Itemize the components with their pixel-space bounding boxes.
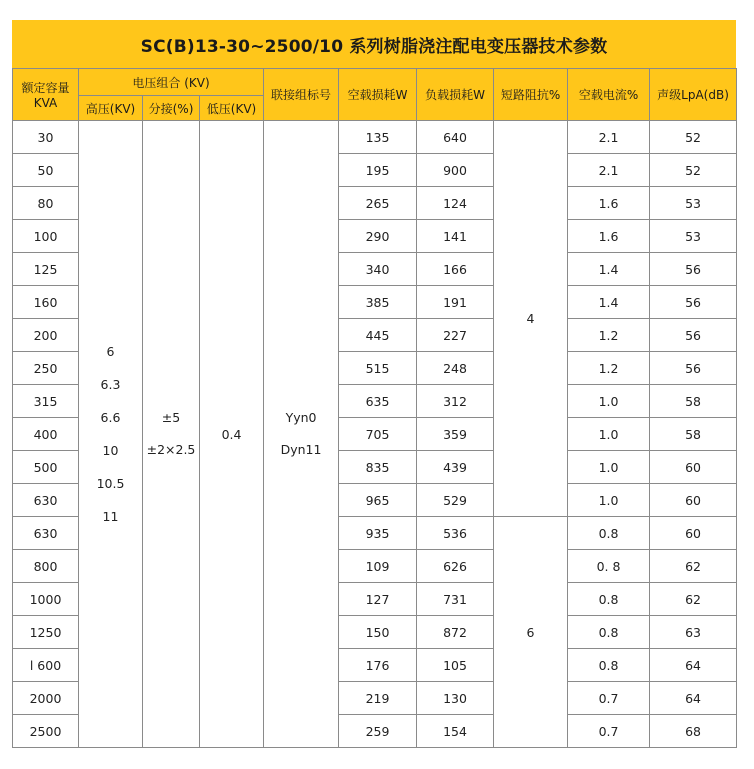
cell-no-load-loss: 150 [339,616,417,649]
cell-noise: 56 [650,352,737,385]
cell-load-loss: 248 [417,352,494,385]
cell-noise: 52 [650,154,737,187]
cell-noise: 60 [650,451,737,484]
cell-load-loss: 626 [417,550,494,583]
cell-load-loss: 536 [417,517,494,550]
cell-impedance-group1: 4 [494,121,568,517]
table-body [13,121,737,748]
header-no-load-loss: 空载损耗W [339,69,417,121]
hv-value: 6.3 [100,377,121,392]
header-capacity-l1: 额定容量 [21,81,70,95]
header-voltage-group: 电压组合 (KV) [79,69,264,96]
cell-noise: 56 [650,319,737,352]
header-load-loss: 负载损耗W [417,69,494,121]
cell-load-loss: 227 [417,319,494,352]
cell-load-loss: 191 [417,286,494,319]
cell-capacity: 30 [13,121,79,154]
cell-noise: 62 [650,583,737,616]
cell-no-load-loss: 265 [339,187,417,220]
cell-no-load-loss: 259 [339,715,417,748]
header-impedance: 短路阻抗% [494,69,568,121]
cell-capacity: 200 [13,319,79,352]
cell-load-loss: 731 [417,583,494,616]
cell-load-loss: 359 [417,418,494,451]
cell-no-load-loss: 109 [339,550,417,583]
vector-value: Yyn0 [285,410,317,425]
cell-no-load-loss: 290 [339,220,417,253]
cell-no-load-loss: 135 [339,121,417,154]
cell-capacity: 630 [13,517,79,550]
cell-load-loss: 105 [417,649,494,682]
cell-no-load-loss: 635 [339,385,417,418]
cell-load-loss: 640 [417,121,494,154]
cell-no-load-loss: 705 [339,418,417,451]
cell-impedance-group2: 6 [494,517,568,748]
cell-noise: 53 [650,187,737,220]
tap-value: ±2×2.5 [146,442,196,457]
cell-noise: 58 [650,418,737,451]
cell-capacity: 2000 [13,682,79,715]
hv-value: 10.5 [96,476,125,491]
cell-capacity: 800 [13,550,79,583]
cell-no-load-loss: 219 [339,682,417,715]
cell-capacity: 400 [13,418,79,451]
cell-no-load-current: 1.2 [568,319,650,352]
cell-noise: 63 [650,616,737,649]
cell-no-load-current: 1.0 [568,385,650,418]
cell-load-loss: 141 [417,220,494,253]
cell-no-load-loss: 935 [339,517,417,550]
cell-capacity: l 600 [13,649,79,682]
cell-lv-voltage: 0.4 [200,121,264,748]
cell-capacity: 2500 [13,715,79,748]
cell-noise: 56 [650,286,737,319]
cell-hv-voltages [79,121,143,748]
cell-no-load-current: 0.7 [568,715,650,748]
cell-no-load-current: 1.4 [568,253,650,286]
cell-no-load-current: 1.6 [568,187,650,220]
cell-no-load-loss: 385 [339,286,417,319]
cell-noise: 60 [650,517,737,550]
cell-noise: 64 [650,682,737,715]
hv-value: 6.6 [100,410,121,425]
cell-load-loss: 166 [417,253,494,286]
cell-vector-group [264,121,339,748]
cell-load-loss: 900 [417,154,494,187]
cell-capacity: 1250 [13,616,79,649]
cell-capacity: 630 [13,484,79,517]
cell-noise: 53 [650,220,737,253]
header-lv: 低压(KV) [200,96,264,121]
cell-no-load-loss: 835 [339,451,417,484]
cell-no-load-loss: 445 [339,319,417,352]
cell-capacity: 160 [13,286,79,319]
header-hv: 高压(KV) [79,96,143,121]
cell-noise: 56 [650,253,737,286]
cell-tap-range [143,121,200,748]
header-no-load-current: 空载电流% [568,69,650,121]
cell-no-load-current: 0.8 [568,583,650,616]
cell-capacity: 125 [13,253,79,286]
cell-no-load-loss: 340 [339,253,417,286]
hv-value: 11 [102,509,119,524]
cell-capacity: 315 [13,385,79,418]
cell-no-load-current: 1.2 [568,352,650,385]
cell-no-load-current: 1.4 [568,286,650,319]
cell-load-loss: 529 [417,484,494,517]
hv-value: 6 [106,344,115,359]
cell-load-loss: 872 [417,616,494,649]
cell-load-loss: 130 [417,682,494,715]
vector-value: Dyn11 [280,442,322,457]
cell-capacity: 1000 [13,583,79,616]
cell-noise: 62 [650,550,737,583]
cell-capacity: 50 [13,154,79,187]
cell-no-load-current: 0. 8 [568,550,650,583]
cell-no-load-current: 0.8 [568,616,650,649]
cell-no-load-current: 1.0 [568,484,650,517]
hv-value: 10 [102,443,119,458]
cell-capacity: 500 [13,451,79,484]
cell-no-load-current: 1.0 [568,451,650,484]
tap-value: ±5 [161,410,181,425]
cell-no-load-loss: 176 [339,649,417,682]
cell-noise: 68 [650,715,737,748]
header-vector-group: 联接组标号 [264,69,339,121]
header-capacity-l2: KVA [33,96,58,110]
cell-load-loss: 124 [417,187,494,220]
table-title: SC(B)13-30~2500/10 系列树脂浇注配电变压器技术参数 [12,20,736,68]
cell-no-load-loss: 515 [339,352,417,385]
cell-no-load-current: 1.6 [568,220,650,253]
cell-noise: 64 [650,649,737,682]
cell-no-load-current: 1.0 [568,418,650,451]
spec-table [12,68,737,748]
cell-load-loss: 154 [417,715,494,748]
cell-no-load-current: 2.1 [568,154,650,187]
header-tap: 分接(%) [143,96,200,121]
cell-no-load-current: 0.8 [568,649,650,682]
cell-no-load-loss: 127 [339,583,417,616]
cell-load-loss: 312 [417,385,494,418]
cell-no-load-loss: 195 [339,154,417,187]
cell-no-load-loss: 965 [339,484,417,517]
cell-noise: 52 [650,121,737,154]
header-noise: 声级LpA(dB) [650,69,737,121]
cell-no-load-current: 0.7 [568,682,650,715]
cell-noise: 58 [650,385,737,418]
cell-no-load-current: 2.1 [568,121,650,154]
cell-no-load-current: 0.8 [568,517,650,550]
cell-load-loss: 439 [417,451,494,484]
header-capacity [13,69,79,121]
cell-noise: 60 [650,484,737,517]
cell-capacity: 100 [13,220,79,253]
cell-capacity: 80 [13,187,79,220]
cell-capacity: 250 [13,352,79,385]
table-row [13,121,737,154]
